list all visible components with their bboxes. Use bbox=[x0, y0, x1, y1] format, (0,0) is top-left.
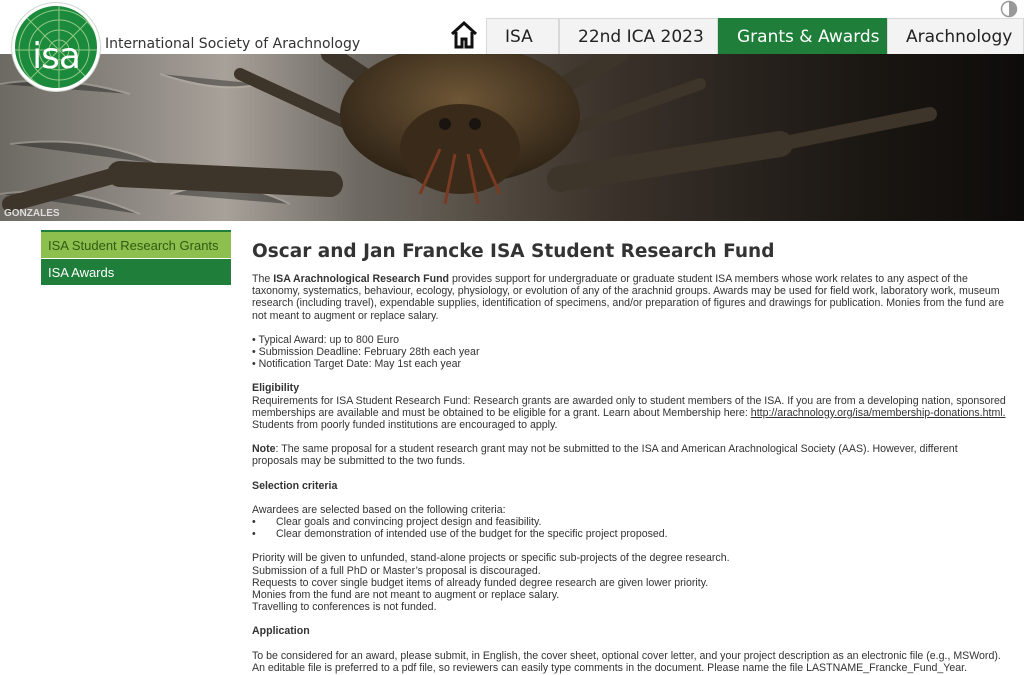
criteria-text: Clear demonstration of intended use of the budget for the specific project proposed. bbox=[276, 528, 668, 541]
isa-logo[interactable] bbox=[12, 3, 100, 91]
selection-heading: Selection criteria bbox=[252, 479, 338, 492]
contrast-toggle-icon[interactable] bbox=[1000, 0, 1018, 18]
whip-spider-photo bbox=[0, 54, 1024, 221]
bullet-glyph: • bbox=[252, 516, 256, 529]
intro-paragraph bbox=[252, 273, 1006, 322]
hero-banner-image bbox=[0, 54, 1024, 221]
note-text: : The same proposal for a student research grant may not be submitted to the ISA and American Arachnological Society (AAS). However, different proposals may be submitted to the two funds. bbox=[252, 443, 958, 468]
nav-tab-ica-2023[interactable] bbox=[559, 18, 718, 54]
photo-credit: GONZALES bbox=[4, 208, 60, 219]
nav-tab-label: Grants & Awards bbox=[737, 26, 880, 47]
selection-criteria bbox=[252, 504, 1006, 541]
priority-line: Priority will be given to unfunded, stand-alone projects or specific sub-projects of the degree research. bbox=[252, 552, 730, 565]
intro-bold: ISA Arachnological Research Fund bbox=[273, 273, 450, 285]
site-header bbox=[0, 0, 1024, 77]
priority-line: Travelling to conferences is not funded. bbox=[252, 601, 437, 614]
home-icon[interactable] bbox=[449, 20, 479, 50]
note-label: Note bbox=[252, 443, 276, 456]
site-name[interactable]: International Society of Arachnology bbox=[105, 36, 361, 52]
eligibility-section bbox=[252, 382, 1006, 431]
nav-tab-grants-awards[interactable] bbox=[718, 18, 887, 54]
criteria-item bbox=[252, 528, 1006, 540]
nav-tab-label: 22nd ICA 2023 bbox=[578, 26, 704, 47]
priority-block bbox=[252, 552, 1006, 613]
nav-tab-label: ISA bbox=[505, 26, 533, 47]
selection-intro: Awardees are selected based on the following criteria: bbox=[252, 503, 506, 516]
nav-tab-isa[interactable] bbox=[486, 18, 559, 54]
main-content bbox=[252, 240, 1006, 675]
priority-line: Monies from the fund are not meant to augment or replace salary. bbox=[252, 589, 560, 602]
eligibility-after: Students from poorly funded institutions are encouraged to apply. bbox=[252, 419, 558, 432]
eligibility-heading: Eligibility bbox=[252, 382, 300, 395]
intro-pre: The bbox=[252, 273, 274, 285]
priority-line: Submission of a full PhD or Master’s proposal is discouraged. bbox=[252, 564, 541, 577]
application-heading-block bbox=[252, 625, 1006, 637]
nav-tab-label: Arachnology bbox=[906, 26, 1013, 47]
application-paragraph: To be considered for an award, please submit, in English, the cover sheet, optional cover letter, and your project description as an electronic file (e.g., MSWord). An editable file is preferred to a pdf file, so reviewers can easily type comments in the document. Please name the file LASTNAME_Francke_Fund_Year. bbox=[252, 649, 1001, 674]
intro-post: provides support for undergraduate or graduate student ISA members whose work relates to any aspect of the taxonomy, systematics, behaviour, ecology, physiology, or evolution of any of the arachnid groups. Awards may be used for field work, laboratory work, museum research (including travel), expendable supplies, identification of specimens, and/or preparation of figures and drawings for publication. Monies from the fund are not meant to augment or replace salary. bbox=[252, 273, 1004, 322]
sidebar-item-student-research-grants[interactable]: ISA Student Research Grants bbox=[41, 230, 231, 259]
page-title: Oscar and Jan Francke ISA Student Research Fund bbox=[252, 241, 775, 262]
facts-list bbox=[252, 334, 1006, 371]
fact-item: • Submission Deadline: February 28th each year bbox=[252, 346, 480, 359]
nav-tab-arachnology[interactable] bbox=[887, 18, 1024, 54]
sidebar bbox=[41, 230, 231, 286]
fact-item: • Notification Target Date: May 1st each year bbox=[252, 358, 462, 371]
eligibility-text: Requirements for ISA Student Research Fund: Research grants are awarded only to student members of the ISA. If you are from a developing nation, sponsored memberships are available and must be obtained to be eligible for a grant. Learn about Membership here: bbox=[252, 394, 1006, 419]
fact-item: • Typical Award: up to 800 Euro bbox=[252, 333, 400, 346]
criteria-text: Clear goals and convincing project design and feasibility. bbox=[276, 516, 542, 529]
application-heading: Application bbox=[252, 625, 310, 638]
priority-line: Requests to cover single budget items of already funded degree research are given lower priority. bbox=[252, 576, 709, 589]
selection-heading-block bbox=[252, 480, 1006, 492]
criteria-item bbox=[252, 516, 1006, 528]
note-paragraph bbox=[252, 443, 1006, 467]
logo-text: isa bbox=[32, 36, 80, 77]
membership-link[interactable]: http://arachnology.org/isa/membership-donations.html. bbox=[750, 406, 1006, 419]
sidebar-item-isa-awards[interactable]: ISA Awards bbox=[41, 259, 231, 286]
bullet-glyph: • bbox=[252, 528, 256, 541]
main-nav bbox=[486, 18, 1024, 54]
